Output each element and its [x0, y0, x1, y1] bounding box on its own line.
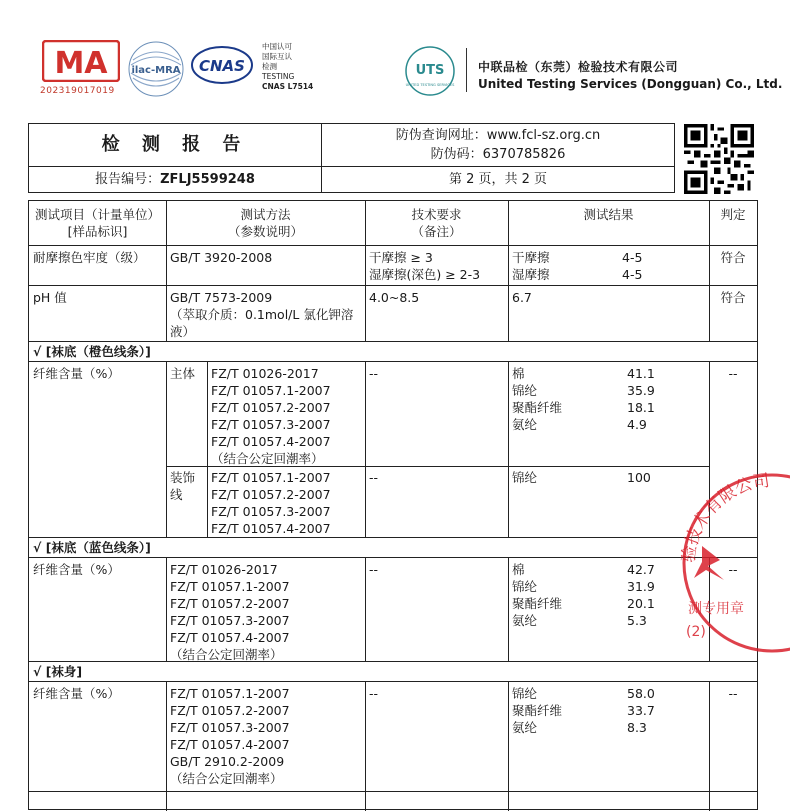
result-value: 4-5	[622, 267, 643, 282]
seal-sub-text: 测专用章	[688, 601, 744, 617]
header-divider	[466, 48, 467, 92]
result-label: 聚酯纤维	[512, 703, 563, 718]
company-name-cn: 中联品检（东莞）检验技术有限公司	[478, 60, 679, 74]
header-result: 测试结果	[583, 207, 634, 222]
result-label: 锦纶	[512, 686, 538, 701]
ph-method-line: GB/T 7573-2009	[170, 290, 273, 305]
results-table	[28, 200, 758, 810]
ph-item: pH 值	[33, 290, 67, 305]
ph-judgement: 符合	[720, 290, 746, 305]
anti-fake-url: 防伪查询网址：www.fcl-sz.org.cn	[395, 128, 601, 143]
ph-method	[170, 289, 353, 340]
result-value: 35.9	[627, 383, 655, 398]
seal-text: 验技术有限公司	[678, 470, 772, 564]
result-label: 湿摩擦	[512, 267, 550, 282]
col-line	[207, 361, 208, 537]
cnas-logo	[190, 45, 254, 85]
page-info: 第 2 页，共 2 页	[448, 172, 548, 187]
method-line: FZ/T 01057.1-2007	[211, 470, 331, 485]
row-line	[29, 681, 757, 682]
result-value: 8.3	[627, 720, 647, 735]
sub-line: 装饰	[170, 470, 196, 485]
cnas-caption-line: 国际互认	[262, 52, 292, 61]
anti-fake-info	[322, 126, 674, 164]
body-item: 纤维含量（%）	[33, 686, 120, 701]
result-label: 棉	[512, 366, 525, 381]
header-judgement: 判定	[720, 207, 746, 222]
blue-req: --	[369, 562, 379, 577]
header-requirement-line: （备注）	[411, 224, 462, 239]
header-item-line: 测试项目（计量单位）	[34, 207, 160, 222]
method-line: FZ/T 01057.3-2007	[211, 504, 331, 519]
ph-result: 6.7	[512, 290, 532, 305]
orange-deco-label: 锦纶	[512, 470, 538, 485]
ph-method-line: （萃取介质：0.1mol/L 氯化钾溶	[170, 307, 354, 322]
header-method	[166, 206, 365, 240]
method-line: FZ/T 01057.4-2007	[211, 521, 331, 536]
ilac-mra-logo	[127, 40, 185, 98]
cma-text: MA	[54, 46, 108, 81]
col-line	[508, 361, 509, 537]
orange-main-labels	[512, 365, 562, 433]
rubbing-method: GB/T 3920-2008	[170, 250, 273, 265]
result-label: 氨纶	[512, 417, 538, 432]
method-line: FZ/T 01057.2-2007	[170, 596, 290, 611]
col-line	[166, 557, 167, 661]
uts-logo-text: UTS	[415, 63, 445, 78]
result-value: 5.3	[627, 613, 647, 628]
method-line: （结合公定回潮率）	[170, 771, 283, 786]
orange-deco-value: 100	[627, 470, 651, 485]
rubbing-result-values	[622, 249, 642, 283]
cnas-caption	[262, 42, 313, 92]
result-value: 20.1	[627, 596, 655, 611]
rubbing-result-labels	[512, 249, 550, 283]
orange-main-methods	[211, 365, 331, 467]
method-line: （结合公定回潮率）	[211, 451, 324, 466]
ilac-text: ilac-MRA	[131, 65, 181, 76]
method-line: FZ/T 01057.1-2007	[170, 579, 290, 594]
result-label: 氨纶	[512, 613, 538, 628]
method-line: FZ/T 01057.4-2007	[170, 630, 290, 645]
anti-fake-code: 防伪码：6370785826	[430, 147, 566, 162]
blue-labels	[512, 561, 562, 629]
result-label: 干摩擦	[512, 250, 550, 265]
uts-logo-caption: UNITED TESTING SERVICES	[405, 83, 455, 87]
row-line	[29, 557, 757, 558]
method-line: FZ/T 01057.3-2007	[170, 613, 290, 628]
ph-method-line: 液）	[170, 324, 196, 339]
cnas-caption-line: TESTING	[262, 72, 295, 81]
body-values	[627, 685, 655, 736]
result-label: 锦纶	[512, 383, 538, 398]
uts-logo	[404, 45, 456, 97]
result-label: 聚酯纤维	[512, 596, 563, 611]
row-line	[29, 361, 757, 362]
cma-logo	[42, 40, 120, 82]
rubbing-judgement: 符合	[720, 250, 746, 265]
section-orange: √ [袜底（橙色线条）]	[33, 344, 151, 359]
method-line: FZ/T 01057.3-2007	[211, 417, 331, 432]
section-body: √ [袜身]	[33, 664, 83, 679]
blue-judgement: --	[728, 562, 738, 577]
col-line	[508, 557, 509, 661]
method-line: FZ/T 01057.4-2007	[211, 434, 331, 449]
blue-values	[627, 561, 655, 629]
header-requirement	[365, 206, 508, 240]
blue-methods	[170, 561, 290, 663]
method-line: FZ/T 01057.3-2007	[170, 720, 290, 735]
result-value: 4.9	[627, 417, 647, 432]
result-value: 4-5	[622, 250, 643, 265]
body-req: --	[369, 686, 379, 701]
orange-main-req: --	[369, 366, 379, 381]
row-line	[29, 341, 757, 342]
section-blue: √ [袜底（蓝色线条）]	[33, 540, 151, 555]
blue-item: 纤维含量（%）	[33, 562, 120, 577]
rubbing-item: 耐摩擦色牢度（级）	[33, 250, 146, 265]
orange-deco-req: --	[369, 470, 379, 485]
orange-sub-main: 主体	[170, 366, 196, 381]
body-methods	[170, 685, 290, 787]
method-line: FZ/T 01057.1-2007	[211, 383, 331, 398]
method-line: （结合公定回潮率）	[170, 647, 283, 662]
cnas-caption-line: CNAS L7514	[262, 82, 314, 91]
report-number	[29, 167, 321, 193]
orange-judgement: --	[728, 366, 738, 381]
cnas-caption-line: 中国认可	[262, 42, 292, 51]
header-method-line: 测试方法	[240, 207, 291, 222]
result-label: 氨纶	[512, 720, 538, 735]
cnas-caption-line: 检测	[262, 62, 277, 71]
header-item-line: [样品标识]	[67, 224, 128, 239]
company-name-en: United Testing Services (Dongguan) Co., Ltd.	[478, 77, 783, 91]
ph-requirement: 4.0~8.5	[369, 290, 420, 305]
company-seal	[672, 468, 790, 653]
result-value: 18.1	[627, 400, 655, 415]
report-header-box	[28, 123, 675, 193]
row-line	[29, 537, 757, 538]
method-line: FZ/T 01026-2017	[170, 562, 278, 577]
method-line: GB/T 2910.2-2009	[170, 754, 285, 769]
report-number-label: 报告编号：	[95, 172, 161, 187]
row-line	[29, 791, 757, 792]
result-label: 聚酯纤维	[512, 400, 563, 415]
result-value: 58.0	[627, 686, 655, 701]
method-line: FZ/T 01057.4-2007	[170, 737, 290, 752]
method-line: FZ/T 01057.1-2007	[170, 686, 290, 701]
qr-code	[684, 124, 754, 194]
header-requirement-line: 技术要求	[411, 207, 462, 222]
result-value: 31.9	[627, 579, 655, 594]
result-value: 41.1	[627, 366, 655, 381]
row-line	[29, 245, 757, 246]
sub-line: 线	[170, 487, 183, 502]
rubbing-req-line: 湿摩擦(深色) ≥ 2-3	[369, 267, 481, 282]
body-labels	[512, 685, 562, 736]
row-line	[29, 661, 757, 662]
result-value: 42.7	[627, 562, 655, 577]
report-title: 检 测 报 告	[101, 134, 249, 155]
report-number-value: ZFLJ5599248	[160, 172, 255, 187]
col-line	[166, 361, 167, 537]
col-line	[365, 361, 366, 537]
result-label: 锦纶	[512, 579, 538, 594]
method-line: FZ/T 01057.2-2007	[211, 400, 331, 415]
orange-main-values	[627, 365, 655, 433]
cnas-text: CNAS	[199, 57, 245, 75]
header-item	[29, 206, 166, 240]
method-line: FZ/T 01057.2-2007	[211, 487, 331, 502]
orange-sub-deco	[170, 469, 195, 503]
orange-item: 纤维含量（%）	[33, 366, 120, 381]
header-method-line: （参数说明）	[227, 224, 303, 239]
rubbing-requirement	[369, 249, 480, 283]
orange-deco-methods	[211, 469, 331, 537]
result-label: 棉	[512, 562, 525, 577]
result-value: 33.7	[627, 703, 655, 718]
cma-number: 202319017019	[40, 86, 115, 96]
method-line: FZ/T 01026-2017	[211, 366, 319, 381]
row-line	[29, 285, 757, 286]
seal-number: (2)	[686, 624, 706, 640]
rubbing-req-line: 干摩擦 ≥ 3	[369, 250, 433, 265]
col-line	[365, 557, 366, 661]
method-line: FZ/T 01057.2-2007	[170, 703, 290, 718]
body-judgement: --	[728, 686, 738, 701]
